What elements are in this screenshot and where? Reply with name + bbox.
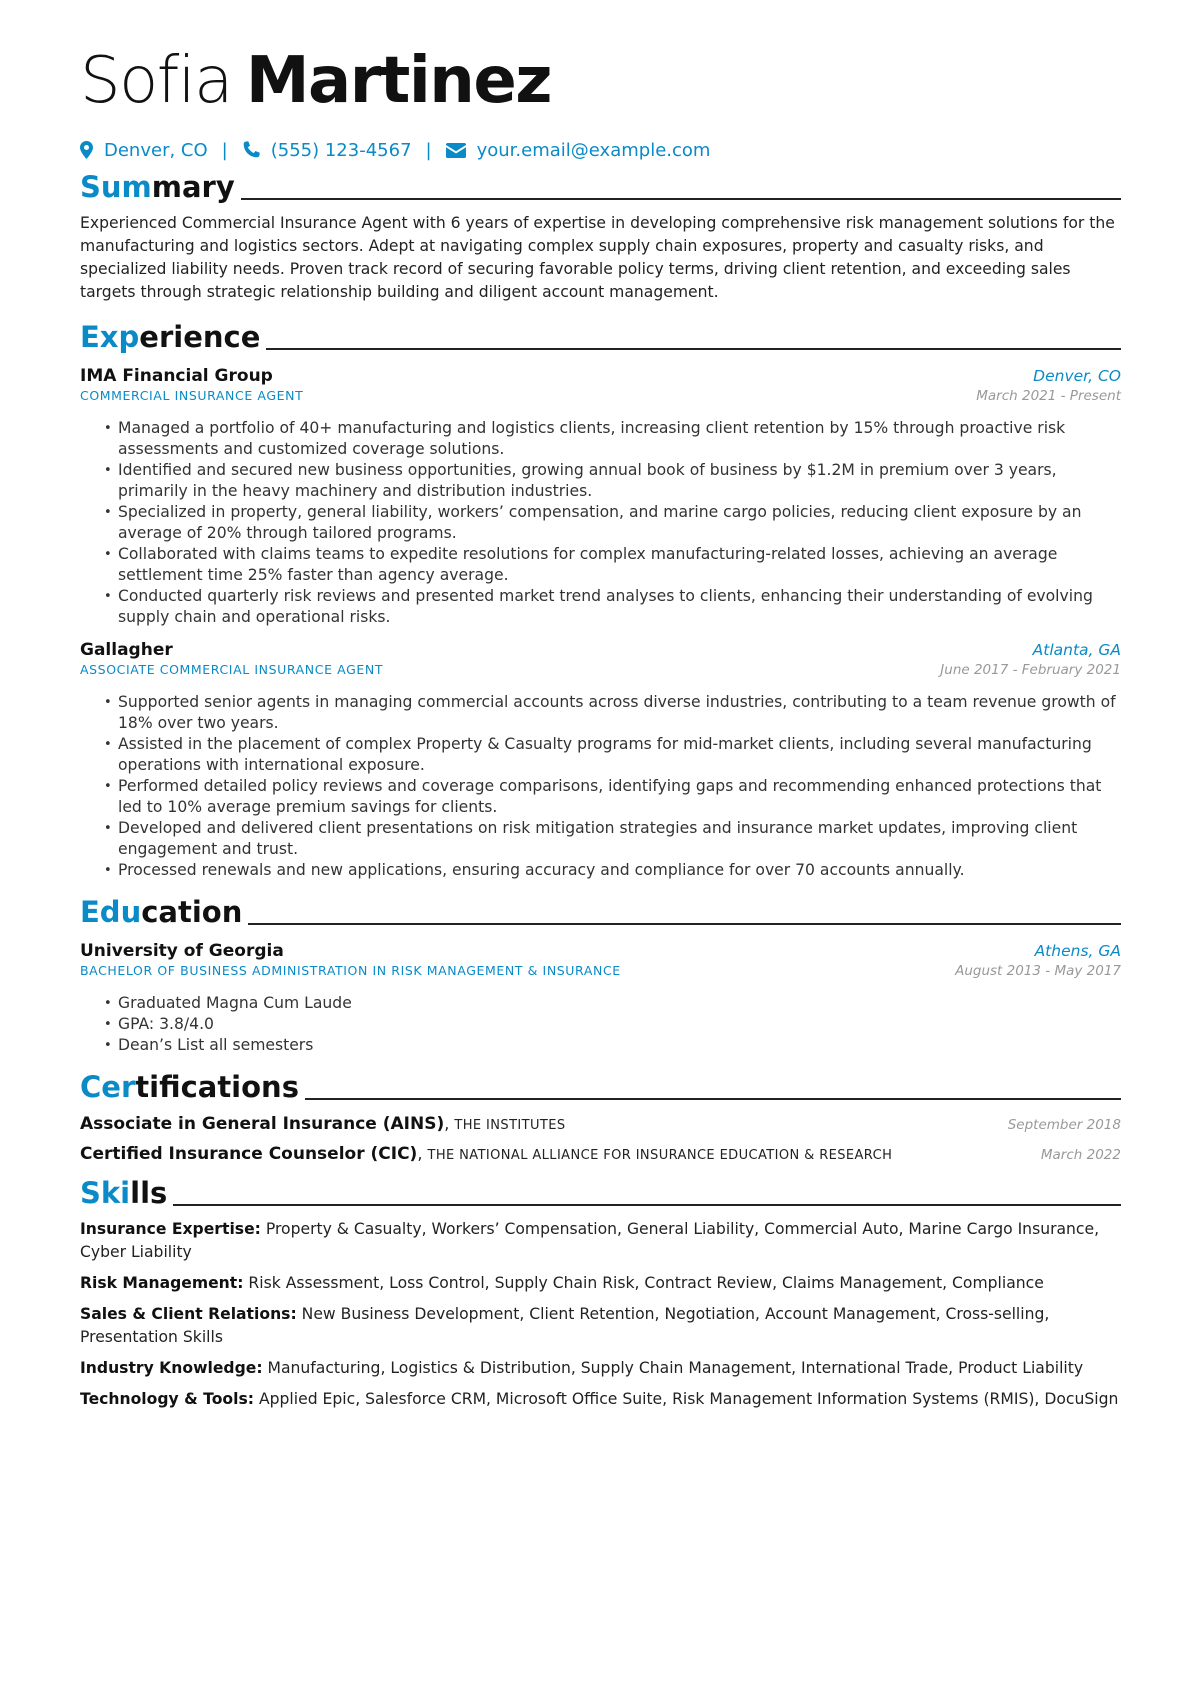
summary-text: Experienced Commercial Insurance Agent with 6 years of expertise in developing comprehensive risk management solutions for the manufacturing and logistics sectors. Adept at navigating complex supply chain exposures, property and casualty risks, and specialized liability needs. Proven track record of securing favorable policy terms, driving client retention, and exceeding sales targets through strategic relationship building and diligent account management. [80, 214, 1115, 301]
cert-issuer: THE NATIONAL ALLIANCE FOR INSURANCE EDUCATION & RESEARCH [427, 1148, 893, 1163]
heading-accent: Edu [80, 895, 142, 929]
certification-item: Associate in General Insurance (AINS), THE INSTITUTES September 2018 [80, 1114, 1121, 1134]
skill-label: Insurance Expertise: [80, 1220, 261, 1238]
heading-rest: mary [151, 170, 235, 204]
skill-row [80, 1272, 1121, 1295]
heading-rule [266, 348, 1121, 350]
job-org: IMA Financial Group [80, 366, 273, 386]
bullet-item: • Conducted quarterly risk reviews and presented market trend analyses to clients, enhancing their understanding of evolving supply chain and operational risks. [118, 586, 1121, 628]
school-name: University of Georgia [80, 941, 284, 961]
cert-issuer: THE INSTITUTES [454, 1118, 566, 1133]
map-pin-icon [80, 141, 93, 159]
bullet-item: • Specialized in property, general liability, workers’ compensation, and marine cargo policies, reducing client exposure by an average of 20% through tailored programs. [118, 502, 1121, 544]
phone-icon [242, 141, 260, 159]
job-location: Denver, CO [1033, 367, 1121, 385]
skill-value: Property & Casualty, Workers’ Compensation, General Liability, Commercial Auto, Marine Cargo Insurance, Cyber Liability [80, 1220, 1100, 1261]
job-entry [80, 366, 1121, 628]
skills-heading [80, 1172, 1121, 1210]
degree: BACHELOR OF BUSINESS ADMINISTRATION IN RISK MANAGEMENT & INSURANCE [80, 963, 621, 978]
cert-name: Certified Insurance Counselor (CIC) [80, 1144, 418, 1164]
skill-row [80, 1388, 1121, 1411]
bullet-item: • Processed renewals and new applications, ensuring accuracy and compliance for over 70 accounts annually. [118, 860, 1121, 881]
bullet-item: • Developed and delivered client presentations on risk mitigation strategies and insurance market updates, improving client engagement and trust. [118, 818, 1121, 860]
contact-email[interactable] [446, 140, 711, 161]
heading-rule [305, 1098, 1121, 1100]
separator: | [221, 139, 228, 161]
skill-row [80, 1218, 1121, 1264]
contact-phone[interactable] [242, 140, 412, 161]
last-name: Martinez [245, 44, 551, 118]
resume-page [80, 36, 1121, 1411]
contact-bar [80, 138, 1121, 162]
education-heading [80, 891, 1121, 929]
contact-location [80, 140, 208, 161]
heading-accent: Cer [80, 1070, 136, 1104]
job-entry [80, 640, 1121, 881]
email-text: your.email@example.com [476, 139, 711, 161]
skill-value: Manufacturing, Logistics & Distribution, Supply Chain Management, International Trade, Product Liability [267, 1359, 1084, 1377]
skill-row [80, 1357, 1121, 1380]
envelope-icon [446, 143, 466, 158]
skill-label: Sales & Client Relations: [80, 1305, 297, 1323]
skill-label: Industry Knowledge: [80, 1359, 263, 1377]
heading-accent: Sum [80, 170, 152, 204]
job-org: Gallagher [80, 640, 173, 660]
heading-rule [173, 1204, 1121, 1206]
heading-rest: lls [130, 1176, 168, 1210]
cert-date: March 2022 [1040, 1147, 1121, 1163]
bullet-item: • Managed a portfolio of 40+ manufacturing and logistics clients, increasing client retention by 15% through proactive risk assessments and customized coverage solutions. [118, 418, 1121, 460]
heading-rest: erience [139, 320, 261, 354]
bullet-item: • Graduated Magna Cum Laude [118, 993, 1121, 1014]
job-role: ASSOCIATE COMMERCIAL INSURANCE AGENT [80, 662, 384, 677]
heading-accent: Ski [80, 1176, 131, 1210]
bullet-item: • Collaborated with claims teams to expedite resolutions for complex manufacturing-related losses, achieving an average settlement time 25% faster than agency average. [118, 544, 1121, 586]
bullet-item: • GPA: 3.8/4.0 [118, 1014, 1121, 1035]
bullet-item: • Identified and secured new business opportunities, growing annual book of business by $1.2M in premium over 3 years, primarily in the heavy machinery and distribution industries. [118, 460, 1121, 502]
heading-accent: Exp [80, 320, 140, 354]
job-dates: June 2017 - February 2021 [940, 662, 1121, 678]
cert-name: Associate in General Insurance (AINS) [80, 1114, 445, 1134]
school-location: Athens, GA [1034, 942, 1121, 960]
bullet-item: • Performed detailed policy reviews and coverage comparisons, identifying gaps and recommending enhanced protections that led to 10% average premium savings for clients. [118, 776, 1121, 818]
education-bullets [80, 993, 1121, 1056]
school-dates: August 2013 - May 2017 [955, 963, 1121, 979]
heading-rest: cation [141, 895, 243, 929]
certifications-heading [80, 1066, 1121, 1104]
skill-row [80, 1303, 1121, 1349]
bullet-item: • Assisted in the placement of complex Property & Casualty programs for mid-market clients, including several manufacturing operations with international exposure. [118, 734, 1121, 776]
certification-item: Certified Insurance Counselor (CIC), THE NATIONAL ALLIANCE FOR INSURANCE EDUCATION & RESEARCH March 2022 [80, 1144, 1121, 1164]
first-name: Sofia [80, 44, 232, 118]
skill-label: Technology & Tools: [80, 1390, 254, 1408]
location-text: Denver, CO [104, 139, 208, 161]
heading-rule [241, 198, 1121, 200]
heading-rule [248, 923, 1121, 925]
skill-label: Risk Management: [80, 1274, 244, 1292]
heading-rest: tifications [135, 1070, 299, 1104]
job-bullets [80, 692, 1121, 881]
job-bullets [80, 418, 1121, 628]
skill-value: New Business Development, Client Retention, Negotiation, Account Management, Cross-selling, Presentation Skills [80, 1305, 1050, 1346]
skill-value: Risk Assessment, Loss Control, Supply Chain Risk, Contract Review, Claims Management, Compliance [248, 1274, 1044, 1292]
bullet-item: • Dean’s List all semesters [118, 1035, 1121, 1056]
candidate-name [80, 36, 1121, 126]
separator: | [425, 139, 432, 161]
job-location: Atlanta, GA [1032, 641, 1121, 659]
bullet-item: • Supported senior agents in managing commercial accounts across diverse industries, contributing to a team revenue growth of 18% over two years. [118, 692, 1121, 734]
experience-heading [80, 316, 1121, 354]
education-entry [80, 941, 1121, 1056]
summary-heading [80, 166, 1121, 204]
skill-value: Applied Epic, Salesforce CRM, Microsoft Office Suite, Risk Management Information Systems (RMIS), DocuSign [258, 1390, 1119, 1408]
phone-text: (555) 123-4567 [270, 139, 412, 161]
cert-date: September 2018 [1007, 1117, 1121, 1133]
job-role: COMMERCIAL INSURANCE AGENT [80, 388, 304, 403]
job-dates: March 2021 - Present [976, 388, 1121, 404]
